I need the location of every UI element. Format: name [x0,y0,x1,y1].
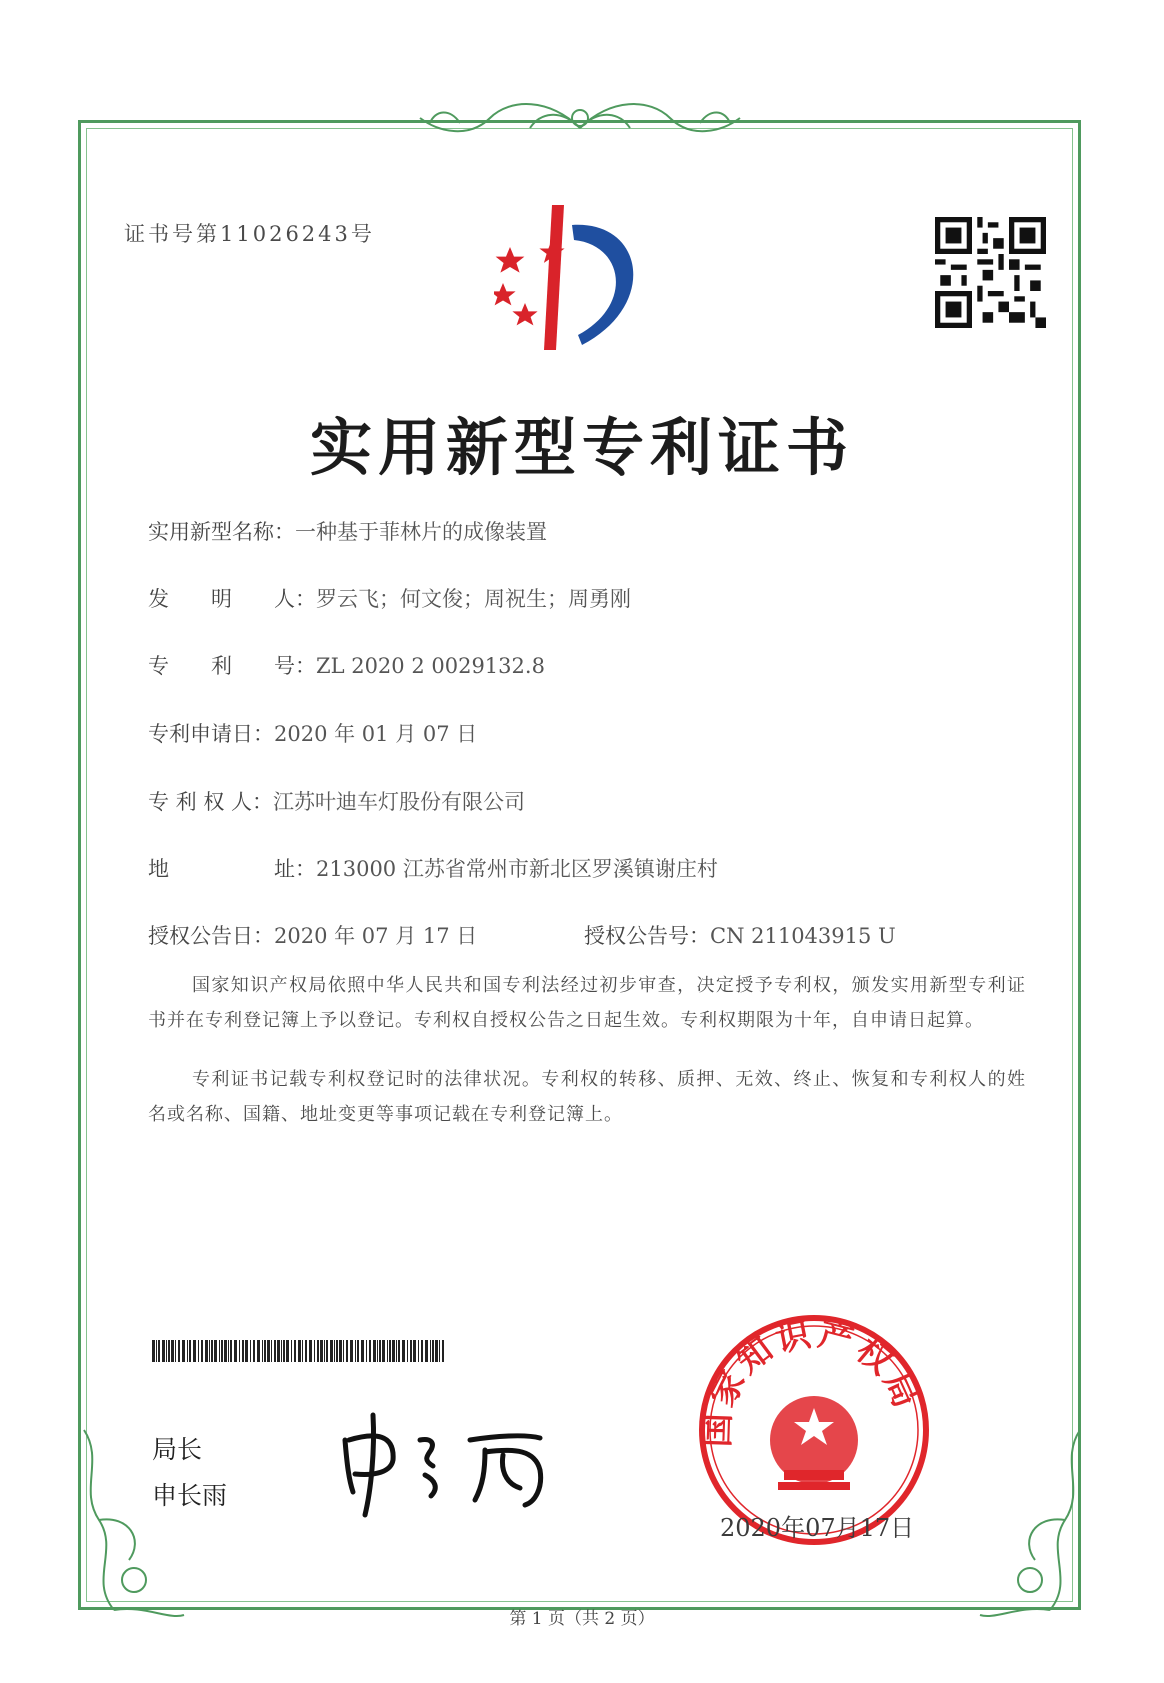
certificate-title: 实用新型专利证书 [309,411,854,484]
barcode-icon [152,1340,448,1362]
field-label: 授权公告日： [148,924,274,948]
field-value: 2020 年 07 月 17 日 [274,924,478,948]
field-value: CN 211043915 U [710,924,896,948]
field-patentee [148,786,525,816]
cnipa-logo-icon [494,205,674,355]
field-value: 213000 江苏省常州市新北区罗溪镇谢庄村 [316,857,718,881]
seal-date: 2020年07月17日 [720,1514,915,1542]
director-title: 局长 [152,1435,203,1464]
field-grant-number [584,920,896,950]
field-label: 发 明 人： [148,587,316,611]
field-utility-name [148,516,547,546]
field-label: 地 址： [148,857,316,881]
field-patent-number [148,650,545,680]
page-number: 第 1 页（共 2 页） [509,1609,655,1629]
paragraph-legal-status: 专利证书记载专利权登记时的法律状况。专利权的转移、质押、无效、终止、恢复和专利权人的姓名或名称、国籍、地址变更等事项记载在专利登记簿上。 [148,1069,1026,1125]
field-address [148,853,718,883]
field-inventors [148,583,631,613]
director-signature [335,1410,595,1520]
field-label: 专 利 权 人： [148,790,274,814]
field-label: 专利申请日： [148,722,274,746]
field-value: 江苏叶迪车灯股份有限公司 [273,790,526,814]
paragraph-grant-notice: 国家知识产权局依照中华人民共和国专利法经过初步审查，决定授予专利权，颁发实用新型专利证书并在专利登记簿上予以登记。专利权自授权公告之日起生效。专利权期限为十年，自申请日起算。 [148,975,1026,1031]
field-grant-date [148,920,477,950]
field-label: 专 利 号： [148,654,316,678]
field-filing-date [148,718,477,748]
top-ornament [400,88,760,150]
field-value: ZL 2020 2 0029132.8 [316,654,545,678]
qr-code-icon [935,214,1046,331]
field-value: 2020 年 01 月 07 日 [274,722,478,746]
bottom-right-ornament [970,1420,1090,1630]
certificate-number: 证书号第11026243号 [124,222,375,246]
field-value: 罗云飞；何文俊；周祝生；周勇刚 [316,587,631,611]
field-label: 实用新型名称： [148,520,295,544]
field-label: 授权公告号： [584,924,710,948]
director-name: 申长雨 [152,1481,228,1510]
seal-text: 国家知识产权局 [697,1313,928,1448]
field-value: 一种基于菲林片的成像装置 [295,520,547,544]
